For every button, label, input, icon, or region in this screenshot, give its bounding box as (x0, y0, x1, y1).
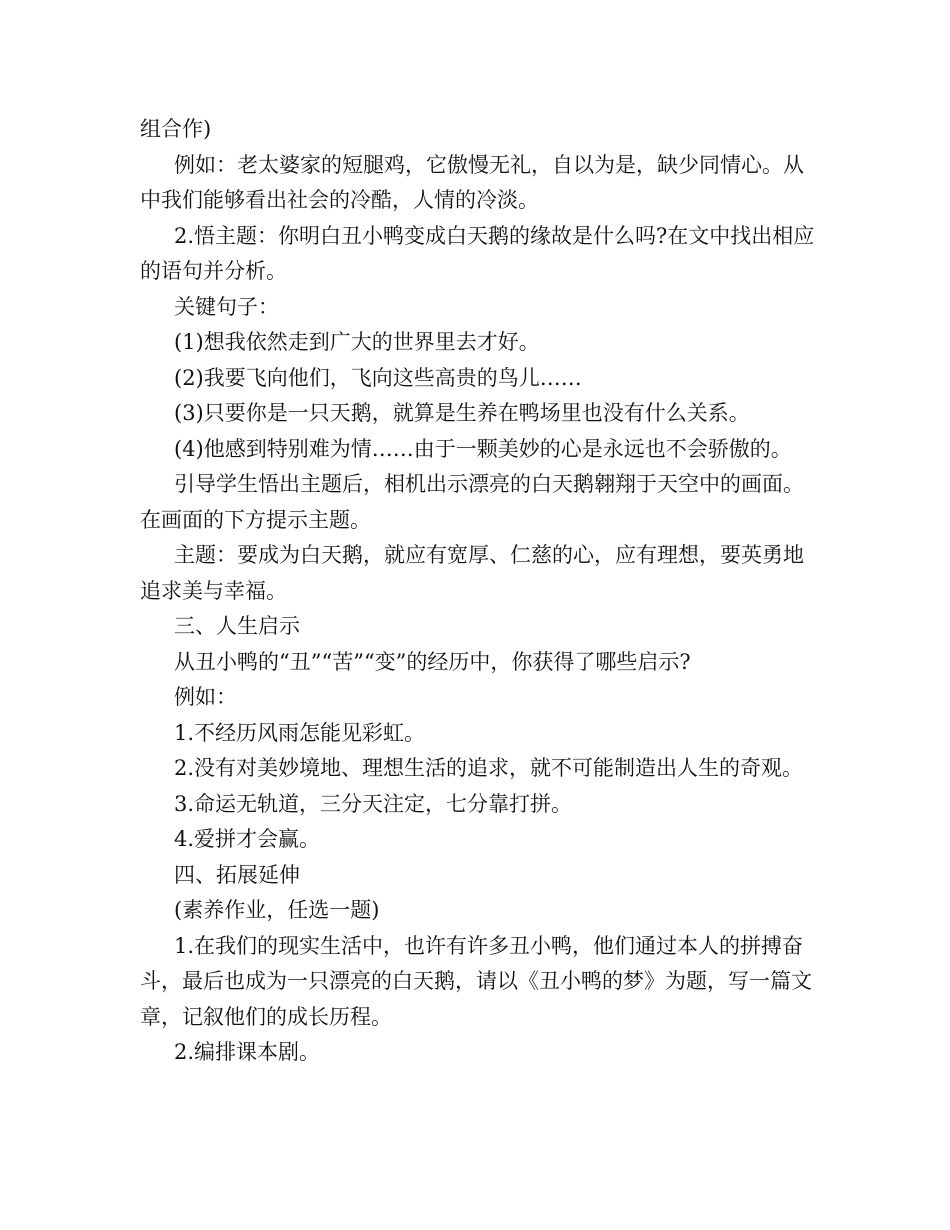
list-item: (4)他感到特别难为情……由于一颗美妙的心是永远也不会骄傲的。 (174, 436, 792, 461)
list-item: (1)想我依然走到广大的世界里去才好。 (174, 330, 540, 354)
paragraph: 引导学生悟出主题后，相机出示漂亮的白天鹅翱翔于天空中的画面。在画面的下方提示主题。 (140, 472, 804, 532)
list-item: (2)我要飞向他们，飞向这些高贵的鸟儿…… (174, 365, 582, 390)
list-item: 2.编排课本剧。 (174, 1040, 321, 1064)
paragraph: 从丑小鸭的“丑”“苦”“变”的经历中，你获得了哪些启示? (174, 649, 691, 674)
paragraph: 组合作) (140, 117, 212, 141)
section-heading: 四、拓展延伸 (174, 862, 300, 887)
paragraph: (素养作业，任选一题) (174, 898, 380, 922)
document-body (140, 112, 820, 1071)
paragraph: 例如： (174, 685, 237, 709)
paragraph: 主题：要成为白天鹅，就应有宽厚、仁慈的心，应有理想，要英勇地追求美与幸福。 (140, 543, 804, 603)
paragraph: 例如：老太婆家的短腿鸡，它傲慢无礼，自以为是，缺少同情心。从中我们能够看出社会的冷酷，人情的冷淡。 (140, 152, 804, 212)
list-item: (3)只要你是一只天鹅，就算是生养在鸭场里也没有什么关系。 (174, 401, 750, 425)
paragraph: 2.悟主题：你明白丑小鸭变成白天鹅的缘故是什么吗?在文中找出相应的语句并分析。 (140, 223, 815, 283)
paragraph: 关键句子： (174, 294, 279, 319)
list-item: 4.爱拼才会赢。 (174, 827, 321, 851)
list-item: 1.不经历风雨怎能见彩虹。 (174, 720, 426, 745)
list-item: 1.在我们的现实生活中，也许有许多丑小鸭，他们通过本人的拼搏奋斗，最后也成为一只漂亮的白天鹅，请以《丑小鸭的梦》为题，写一篇文章，记叙他们的成长历程。 (140, 933, 812, 1029)
list-item: 3.命运无轨道，三分天注定，七分靠打拼。 (174, 791, 573, 816)
section-heading: 三、人生启示 (174, 614, 300, 638)
list-item: 2.没有对美妙境地、理想生活的追求，就不可能制造出人生的奇观。 (174, 756, 804, 780)
